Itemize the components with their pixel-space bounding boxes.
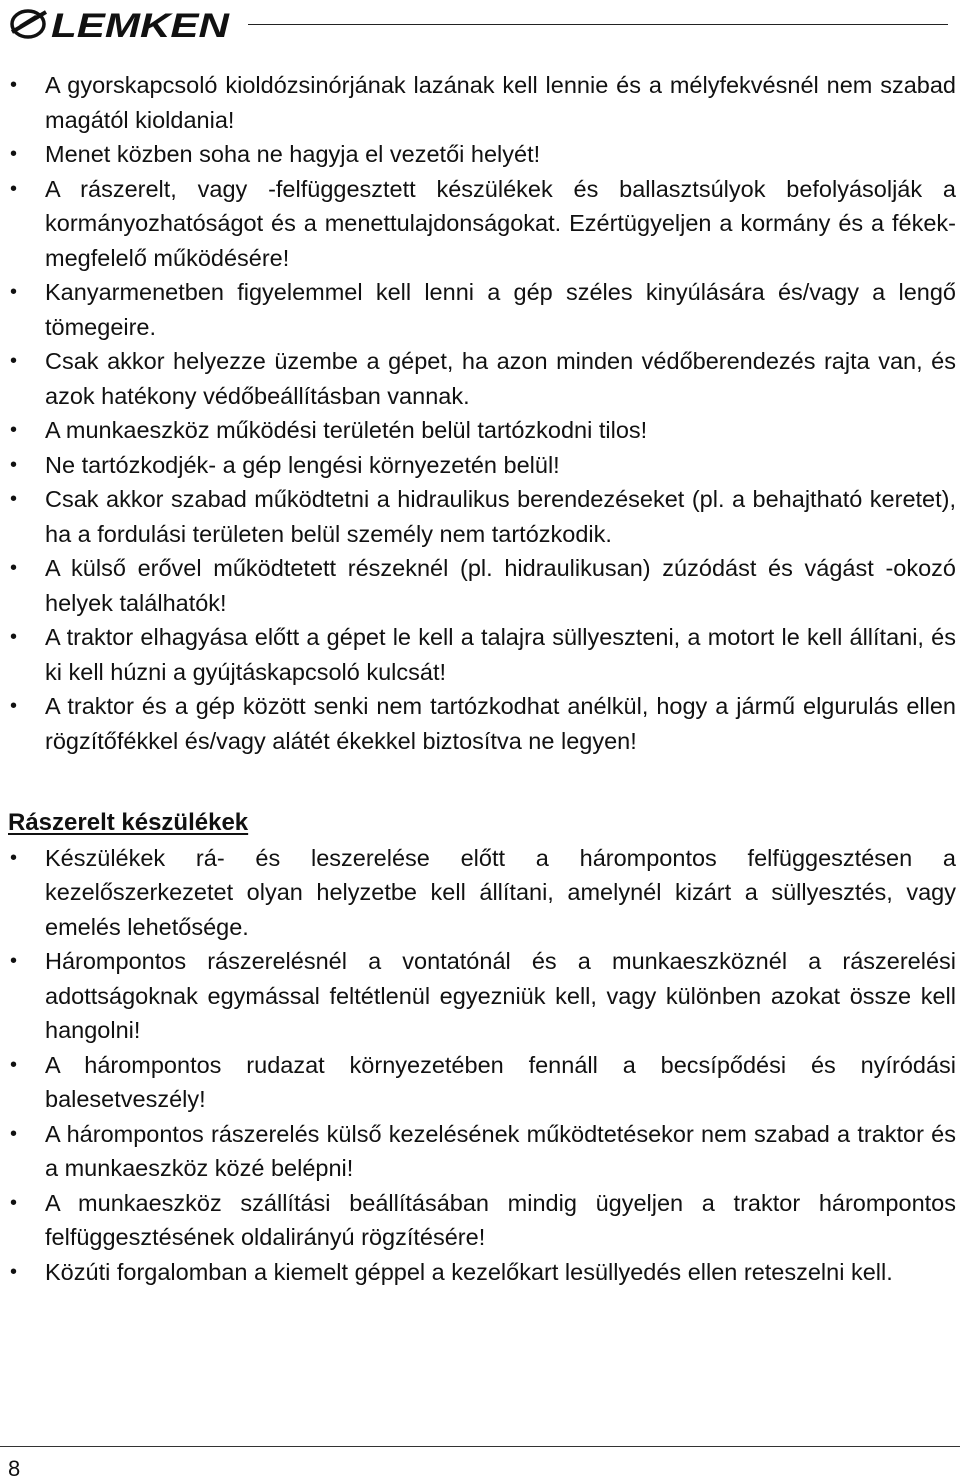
mounted-implements-list (0, 841, 960, 1290)
list-item: • Menet közben soha ne hagyja el vezetői helyét! (0, 137, 960, 172)
page-header (0, 0, 960, 48)
list-item: • A traktor elhagyása előtt a gépet le kell a talajra süllyeszteni, a motort le kell állítani, és ki kell húzni a gyújtáskapcsoló kulcsát! (0, 620, 960, 689)
list-item: • Csak akkor szabad működtetni a hidraulikus berendezéseket (pl. a behajtható keretet), ha a fordulási területen belül személy nem tartózkodik. (0, 482, 960, 551)
list-item: • Ne tartózkodjék- a gép lengési környezetén belül! (0, 448, 960, 483)
footer-rule (0, 1446, 960, 1447)
list-item: • Hárompontos rászerelésnél a vontatónál és a munkaeszköznél a rászerelési adottságoknak egymással feltétlenül egyezniük kell, vagy különben azokat össze kell hangolni! (0, 944, 960, 1048)
list-item: • Készülékek rá- és leszerelése előtt a hárompontos felfüggesztésen a kezelőszerkezetet olyan helyzetbe kell állítani, amelynél kizárt a süllyesztés, vagy emelés lehetősége. (0, 841, 960, 945)
list-item: • Kanyarmenetben figyelemmel kell lenni a gép széles kinyúlására és/vagy a lengő tömegeire. (0, 275, 960, 344)
svg-text:LEMKEN: LEMKEN (51, 7, 231, 44)
list-item: • A gyorskapcsoló kioldózsinórjának lazának kell lennie és a mélyfekvésnél nem szabad magától kioldania! (0, 68, 960, 137)
page-number: 8 (8, 1456, 21, 1481)
list-item: • Közúti forgalomban a kiemelt géppel a kezelőkart lesüllyedés ellen reteszelni kell. (0, 1255, 960, 1290)
list-item: • A külső erővel működtetett részeknél (pl. hidraulikusan) zúzódást és vágást -okozó helyek találhatók! (0, 551, 960, 620)
list-item: • A rászerelt, vagy -felfüggesztett készülékek és ballasztsúlyok befolyásolják a kormányozhatóságot és a menettulajdonságokat. Ezértügyeljen a kormány és a fékek- megfelelő működésére! (0, 172, 960, 276)
list-item: • A munkaeszköz szállítási beállításában mindig ügyeljen a traktor hárompontos felfüggesztésének oldalirányú rögzítésére! (0, 1186, 960, 1255)
section-heading: Rászerelt készülékek (8, 809, 249, 836)
list-item: • A hárompontos rudazat környezetében fennáll a becsípődési és nyíródási balesetveszély! (0, 1048, 960, 1117)
page-content (0, 68, 960, 1289)
lemken-logo (6, 4, 231, 44)
safety-list (0, 68, 960, 758)
list-item: • Csak akkor helyezze üzembe a gépet, ha azon minden védőberendezés rajta van, és azok hatékony védőbeállításban vannak. (0, 344, 960, 413)
list-item: • A hárompontos rászerelés külső kezelésének működtetésekor nem szabad a traktor és a munkaeszköz közé belépni! (0, 1117, 960, 1186)
header-rule (248, 24, 948, 25)
list-item: • A traktor és a gép között senki nem tartózkodhat anélkül, hogy a jármű elgurulás ellen rögzítőfékkel és/vagy alátét ékekkel biztosítva ne legyen! (0, 689, 960, 758)
list-item: • A munkaeszköz működési területén belül tartózkodni tilos! (0, 413, 960, 448)
